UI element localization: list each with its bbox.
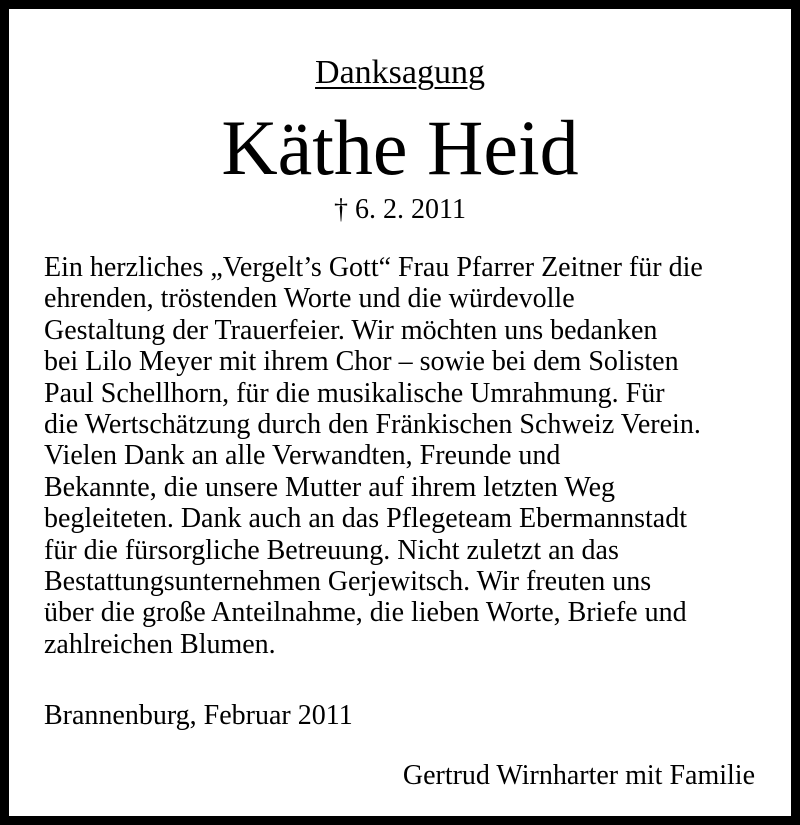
body-line: Paul Schellhorn, für die musikalische Umrahmung. Für (44, 377, 665, 409)
body-line: für die fürsorgliche Betreuung. Nicht zuletzt an das (44, 534, 619, 566)
signature: Gertrud Wirnharter mit Familie (402, 760, 755, 791)
thank-you-text (44, 252, 774, 660)
deceased-name: Käthe Heid (221, 104, 579, 191)
notice-heading: Danksagung (315, 54, 485, 91)
death-date: † 6. 2. 2011 (334, 194, 466, 225)
place-and-date: Brannenburg, Februar 2011 (44, 700, 353, 731)
body-line: über die große Anteilnahme, die lieben Worte, Briefe und (44, 597, 687, 629)
body-line: ehrenden, tröstenden Worte und die würdevolle (44, 283, 575, 315)
body-line: die Wertschätzung durch den Fränkischen Schweiz Verein. (44, 409, 701, 441)
body-line: Gestaltung der Trauerfeier. Wir möchten uns bedanken (44, 314, 658, 346)
body-line: Vielen Dank an alle Verwandten, Freunde und (44, 440, 561, 472)
body-line: Bekannte, die unsere Mutter auf ihrem letzten Weg (44, 471, 616, 503)
body-line: Ein herzliches „Vergelt’s Gott“ Frau Pfarrer Zeitner für die (44, 252, 703, 283)
body-line: begleiteten. Dank auch an das Pflegeteam Ebermannstadt (44, 503, 687, 535)
body-line: bei Lilo Meyer mit ihrem Chor – sowie bei dem Solisten (44, 346, 679, 378)
body-line: zahlreichen Blumen. (44, 628, 276, 660)
body-line: Bestattungsunternehmen Gerjewitsch. Wir freuten uns (44, 566, 652, 598)
